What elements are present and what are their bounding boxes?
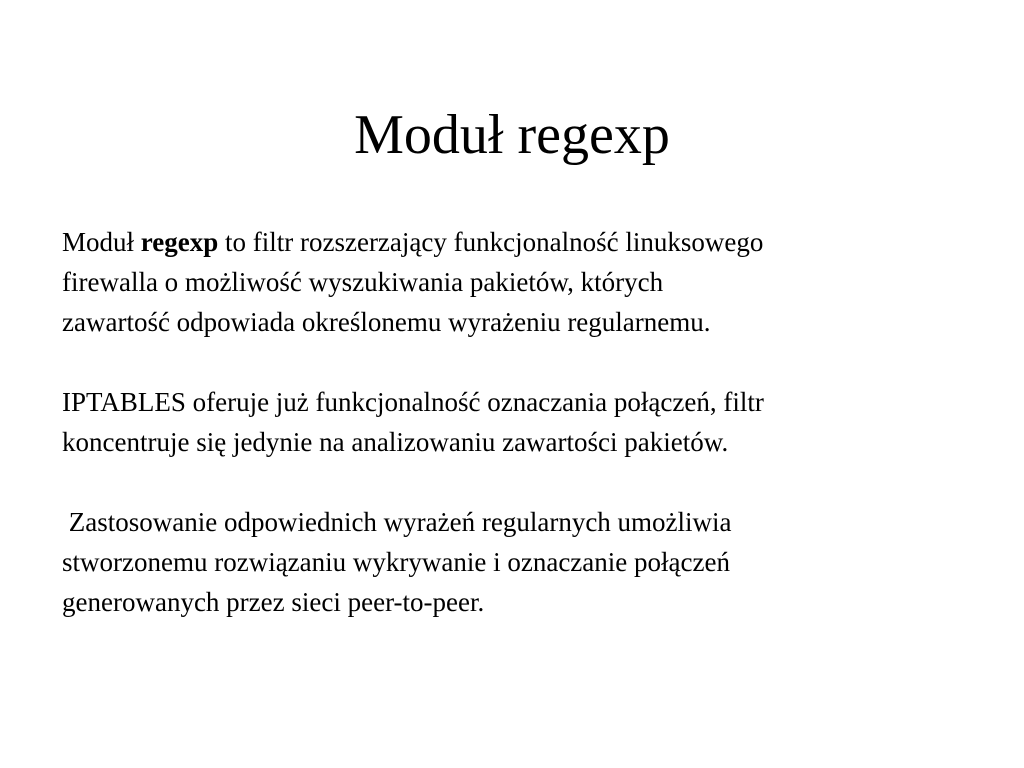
bold-term-regexp: regexp (140, 227, 219, 257)
text-rest: to filtr rozszerzający funkcjonalność linuksowego (218, 227, 764, 257)
paragraph-line: stworzonemu rozwiązaniu wykrywanie i oznaczanie połączeń (62, 547, 730, 577)
paragraph-line: zawartość odpowiada określonemu wyrażeniu regularnemu. (62, 307, 711, 337)
paragraph-line: firewalla o możliwość wyszukiwania pakietów, których (62, 267, 664, 297)
slide-body (62, 222, 1002, 622)
text-prefix: Moduł (62, 227, 141, 257)
paragraph-module-description (62, 222, 1002, 342)
paragraph-line: IPTABLES oferuje już funkcjonalność oznaczania połączeń, filtr (62, 387, 764, 417)
paragraph-line: generowanych przez sieci peer-to-peer. (62, 587, 485, 617)
paragraph-application (62, 502, 1002, 622)
paragraph-line: Zastosowanie odpowiednich wyrażeń regularnych umożliwia (62, 507, 732, 537)
slide-title: Moduł regexp (354, 104, 670, 166)
paragraph-line (62, 222, 1002, 262)
paragraph-line: koncentruje się jedynie na analizowaniu zawartości pakietów. (62, 427, 729, 457)
paragraph-iptables (62, 382, 1002, 462)
